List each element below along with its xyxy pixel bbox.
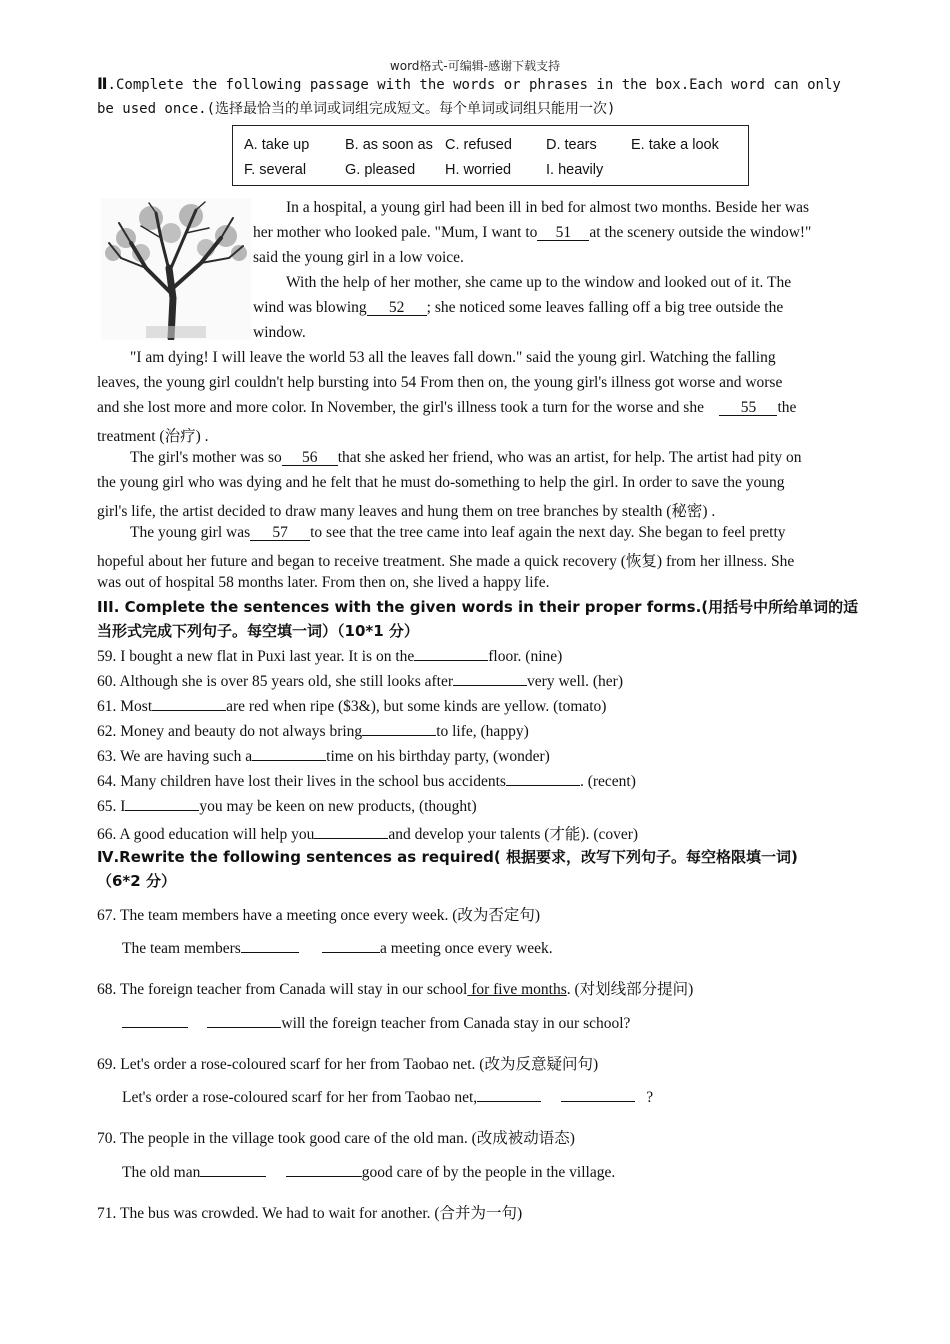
blank-52[interactable]: 52	[367, 300, 427, 316]
question-65: 65. I you may be keen on new products, (thought)	[97, 798, 477, 815]
passage-line: and she lost more and more color. In November, the girl's illness took a turn for the worse and she 55 the	[97, 399, 797, 416]
passage-line: girl's life, the artist decided to draw many leaves and hung them on tree branches by stealth (秘密) .	[97, 503, 716, 520]
question-62: 62. Money and beauty do not always bring to life, (happy)	[97, 723, 529, 740]
answer-70: The old man good care of by the people in the village.	[122, 1164, 616, 1181]
answer-blank[interactable]	[561, 1101, 635, 1102]
word-option: I. heavily	[546, 162, 604, 178]
passage-line: With the help of her mother, she came up to the window and looked out of it. The	[286, 274, 792, 291]
blank-56[interactable]: 56	[282, 450, 338, 466]
answer-blank[interactable]	[241, 952, 299, 953]
answer-69: Let's order a rose-coloured scarf for her from Taobao net, ?	[122, 1089, 654, 1106]
passage-line: In a hospital, a young girl had been ill in bed for almost two months. Beside her was	[286, 199, 810, 216]
answer-blank[interactable]	[414, 660, 488, 661]
section-4-heading-line2: （6*2 分）	[97, 872, 176, 890]
question-68: 68. The foreign teacher from Canada will stay in our school for five months. (对划线部分提问)	[97, 981, 694, 998]
answer-blank[interactable]	[506, 785, 580, 786]
answer-blank[interactable]	[322, 952, 380, 953]
question-66: 66. A good education will help you and develop your talents (才能). (cover)	[97, 826, 639, 843]
answer-blank[interactable]	[152, 710, 226, 711]
section-2-heading-text: .Complete the following passage with the words or phrases in the box.Each word can only	[107, 77, 841, 93]
word-option: E. take a look	[631, 137, 719, 153]
section-3-heading-line2: 当形式完成下列句子。每空填一词）（10*1 分）	[97, 622, 419, 640]
word-option: B. as soon as	[345, 137, 433, 153]
question-61: 61. Most are red when ripe ($3&), but some kinds are yellow. (tomato)	[97, 698, 607, 715]
tree-image	[101, 198, 251, 340]
question-67: 67. The team members have a meeting once every week. (改为否定句)	[97, 907, 541, 924]
answer-blank[interactable]	[207, 1027, 281, 1028]
blank-55[interactable]: 55	[719, 400, 777, 416]
question-63: 63. We are having such a time on his birthday party, (wonder)	[97, 748, 550, 765]
passage-line: the young girl who was dying and he felt that he must do-something to help the girl. In order to save the young	[97, 474, 785, 491]
word-option: H. worried	[445, 162, 512, 178]
question-70: 70. The people in the village took good care of the old man. (改成被动语态)	[97, 1130, 575, 1147]
word-option: C. refused	[445, 137, 512, 153]
answer-blank[interactable]	[286, 1176, 362, 1177]
word-option: G. pleased	[345, 162, 416, 178]
passage-line: window.	[253, 324, 306, 341]
answer-blank[interactable]	[314, 838, 388, 839]
underlined-phrase: for five months	[467, 981, 567, 998]
passage-line: her mother who looked pale. "Mum, I want to 51 at the scenery outside the window!"	[253, 224, 812, 241]
word-option: D. tears	[546, 137, 597, 153]
passage-line: The young girl was 57 to see that the tree came into leaf again the next day. She began to feel pretty	[130, 524, 786, 541]
answer-blank[interactable]	[252, 760, 326, 761]
answer-68: will the foreign teacher from Canada stay in our school?	[122, 1015, 630, 1033]
passage-line: wind was blowing 52 ; she noticed some leaves falling off a big tree outside the	[253, 299, 784, 316]
blank-51[interactable]: 51	[537, 225, 589, 241]
question-64: 64. Many children have lost their lives in the school bus accidents . (recent)	[97, 773, 636, 790]
passage-line: said the young girl in a low voice.	[253, 249, 464, 266]
section-3-heading-line1: III. Complete the sentences with the given words in their proper forms.(用括号中所给单词的适	[97, 598, 859, 616]
passage-line: hopeful about her future and began to receive treatment. She made a quick recovery (恢复) from her illness. She	[97, 553, 795, 570]
passage-line: leaves, the young girl couldn't help bursting into 54 From then on, the young girl's illness got worse and worse	[97, 374, 783, 391]
blank-57[interactable]: 57	[250, 525, 310, 541]
question-71: 71. The bus was crowded. We had to wait for another. (合并为一句)	[97, 1205, 523, 1222]
answer-blank[interactable]	[122, 1027, 188, 1028]
passage-line: was out of hospital 58 months later. From then on, she lived a happy life.	[97, 574, 550, 591]
answer-blank[interactable]	[200, 1176, 266, 1177]
word-box	[232, 125, 749, 186]
passage-line: "I am dying! I will leave the world 53 all the leaves fall down." said the young girl. Watching the falling	[130, 349, 776, 366]
answer-blank[interactable]	[477, 1101, 541, 1102]
passage-line: The girl's mother was so 56 that she asked her friend, who was an artist, for help. The artist had pity on	[130, 449, 802, 466]
section-2-heading-line2: be used once.(选择最恰当的单词或词组完成短文。每个单词或词组只能用一次)	[97, 101, 616, 117]
question-59: 59. I bought a new flat in Puxi last year. It is on the floor. (nine)	[97, 648, 563, 665]
answer-blank[interactable]	[125, 810, 199, 811]
word-option: A. take up	[244, 137, 310, 153]
answer-blank[interactable]	[453, 685, 527, 686]
answer-67: The team members a meeting once every week.	[122, 940, 553, 957]
section-4-heading-line1: Ⅳ.Rewrite the following sentences as required( 根据要求，改写下列句子。每空格限填一词)	[97, 848, 798, 866]
question-69: 69. Let's order a rose-coloured scarf for her from Taobao net. (改为反意疑问句)	[97, 1056, 599, 1073]
page-header: word格式-可编辑-感谢下载支持	[389, 59, 561, 73]
passage-line: treatment (治疗) .	[97, 428, 209, 445]
answer-blank[interactable]	[362, 735, 436, 736]
section-2-marker: Ⅱ	[97, 74, 108, 93]
word-option: F. several	[244, 162, 307, 178]
section-2-heading-line1	[97, 74, 841, 93]
question-60: 60. Although she is over 85 years old, she still looks after very well. (her)	[97, 673, 623, 690]
